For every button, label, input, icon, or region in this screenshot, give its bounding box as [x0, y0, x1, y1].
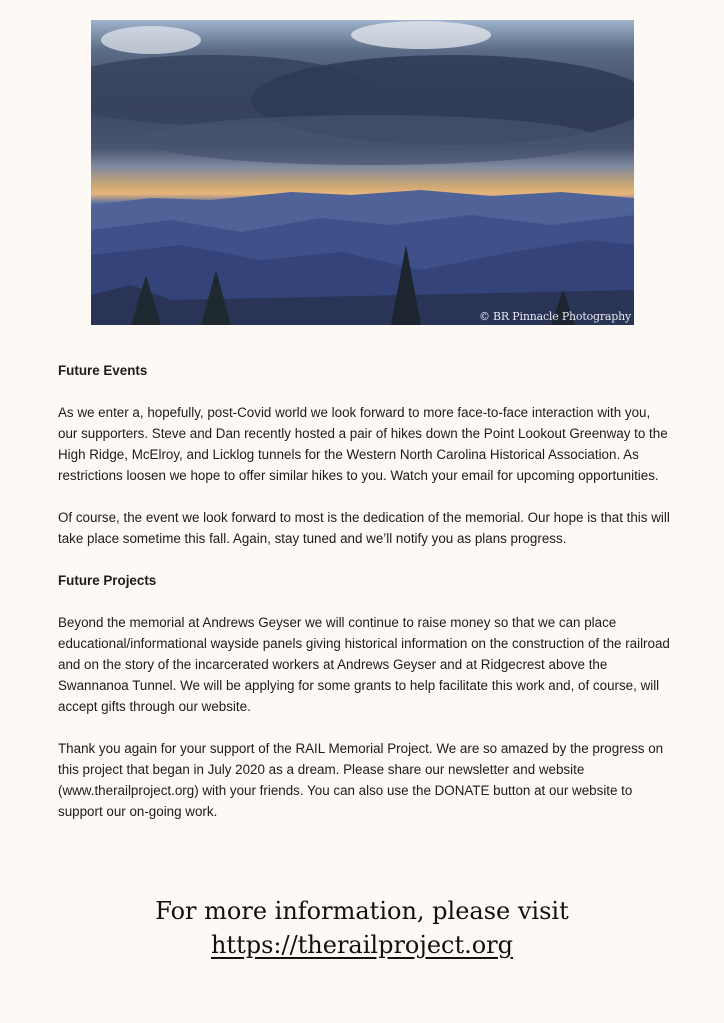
paragraph: As we enter a, hopefully, post-Covid world we look forward to more face-to-face interaction with you, our supporters. Steve and Dan recently hosted a pair of hikes down the Point Lookout Greenway to the High Ridge, McElroy, and Licklog tunnels for the Western North Carolina Historical Association. As restrictions loosen we hope to offer similar hikes to you. Watch your email for upcoming opportunities.	[58, 405, 668, 483]
paragraph: Of course, the event we look forward to most is the dedication of the memorial. Our hope is that this will take place sometime this fall. Again, stay tuned and we’ll notify you as plans progress.	[58, 510, 670, 546]
hero-photo	[91, 20, 634, 325]
section-heading-future-projects: Future Projects	[58, 573, 157, 588]
landscape-illustration	[91, 20, 634, 325]
section-heading-future-events: Future Events	[58, 363, 148, 378]
website-link[interactable]: https://therailproject.org	[210, 931, 514, 959]
newsletter-body	[58, 360, 670, 843]
paragraph: Beyond the memorial at Andrews Geyser we will continue to raise money so that we can place educational/informational wayside panels giving historical information on the construction of the railroad and on the story of the incarcerated workers at Andrews Geyser and at Ridgecrest above the Swannanoa Tunnel. We will be applying for some grants to help facilitate this work and, of course, will accept gifts through our website.	[58, 615, 670, 714]
footer-text: For more information, please visit	[155, 897, 569, 925]
photo-credit: © BR Pinnacle Photography	[478, 310, 631, 323]
paragraph: Thank you again for your support of the RAIL Memorial Project. We are so amazed by the progress on this project that began in July 2020 as a dream. Please share our newsletter and website (www.therailproject.org) with your friends. You can also use the DONATE button at our website to support our on-going work.	[58, 741, 664, 819]
footer-info	[0, 894, 724, 962]
